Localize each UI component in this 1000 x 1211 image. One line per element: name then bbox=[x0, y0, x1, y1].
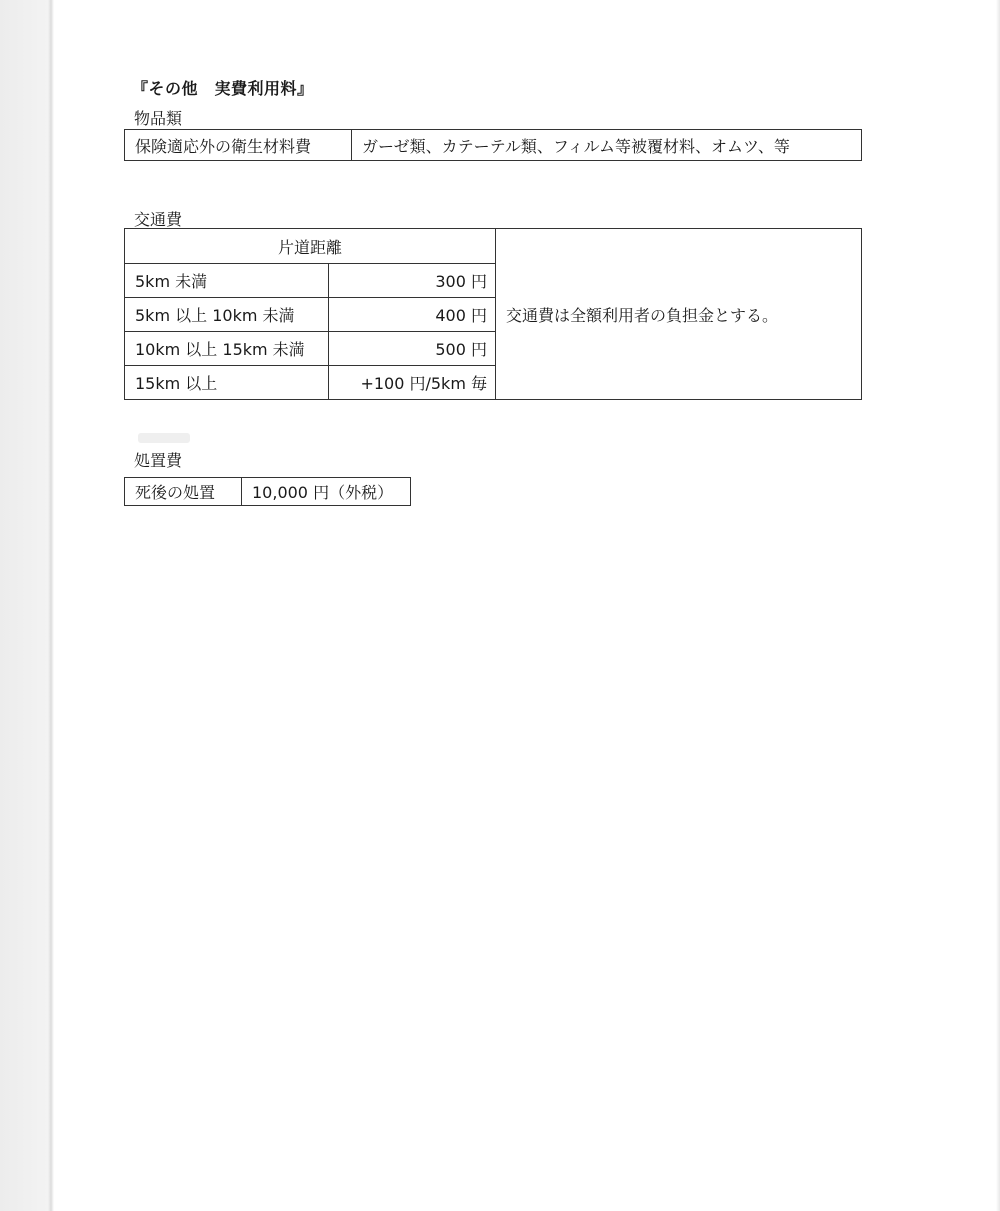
transport-table bbox=[124, 228, 862, 400]
table-header-row bbox=[125, 229, 862, 264]
treatment-table bbox=[124, 477, 411, 506]
transport-range: 5km 未満 bbox=[125, 264, 329, 298]
scan-smudge bbox=[138, 433, 190, 443]
goods-item-description: ガーゼ類、カテーテル類、フィルム等被覆材料、オムツ、等 bbox=[352, 130, 862, 161]
treatment-item-value: 10,000 円（外税） bbox=[242, 478, 411, 506]
section-label-goods: 物品類 bbox=[134, 109, 183, 128]
section-label-treatment: 処置費 bbox=[134, 451, 183, 470]
transport-price: 400 円 bbox=[329, 298, 496, 332]
section-label-transport: 交通費 bbox=[134, 210, 183, 229]
transport-price: 500 円 bbox=[329, 332, 496, 366]
transport-range: 15km 以上 bbox=[125, 366, 329, 400]
transport-range: 5km 以上 10km 未満 bbox=[125, 298, 329, 332]
transport-price: 300 円 bbox=[329, 264, 496, 298]
transport-header-distance: 片道距離 bbox=[125, 229, 496, 264]
transport-note: 交通費は全額利用者の負担金とする。 bbox=[496, 229, 862, 400]
goods-table bbox=[124, 129, 862, 161]
scan-edge-left bbox=[0, 0, 54, 1211]
treatment-item-name: 死後の処置 bbox=[125, 478, 242, 506]
transport-range: 10km 以上 15km 未満 bbox=[125, 332, 329, 366]
scan-edge-right bbox=[996, 0, 1000, 1211]
table-row bbox=[125, 478, 411, 506]
transport-price: +100 円/5km 毎 bbox=[329, 366, 496, 400]
page-title: 『その他 実費利用料』 bbox=[132, 79, 314, 98]
table-row bbox=[125, 130, 862, 161]
goods-item-name: 保険適応外の衛生材料費 bbox=[125, 130, 352, 161]
